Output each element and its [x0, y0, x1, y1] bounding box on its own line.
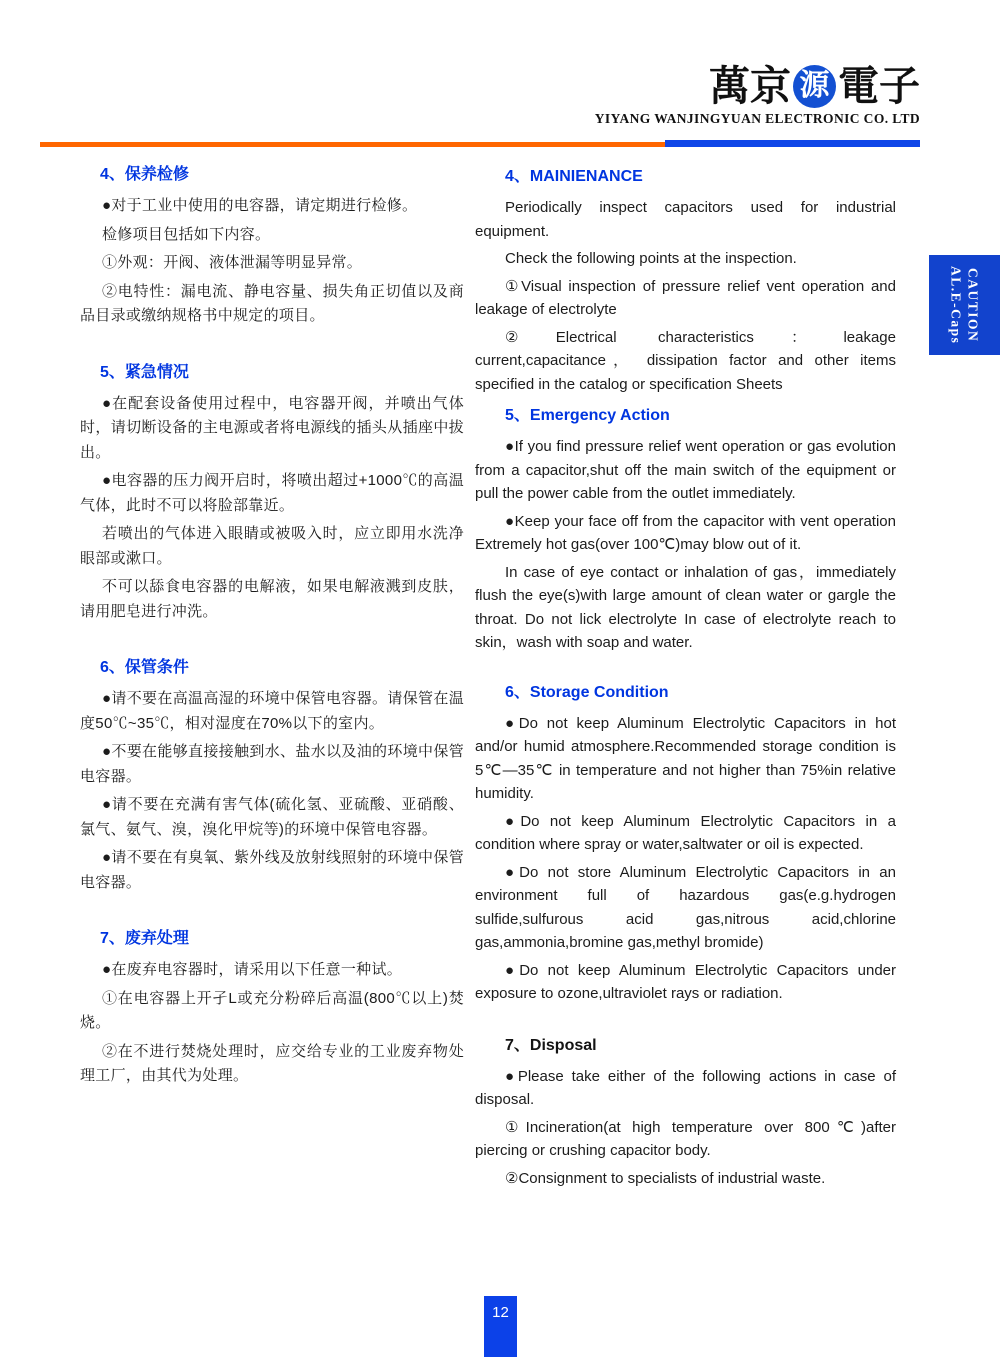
- paragraph: ●对于工业中使用的电容器，请定期进行检修。: [102, 197, 418, 214]
- section-heading: 6、保管条件: [100, 659, 189, 676]
- logo-text-left: 萬京: [709, 63, 791, 109]
- paragraph: ●Do not keep Aluminum Electrolytic Capacitors in hot and/or humid atmosphere.Recommended storage condition is 5℃—35℃ in temperature and not higher than 75%in relative humidity.: [475, 714, 896, 802]
- paragraph: ①外观：开阀、液体泄漏等明显异常。: [102, 254, 363, 271]
- paragraph: In case of eye contact or inhalation of gas，immediately flush the eye(s)with large amount of clean water or gargle the throat. Do not lick electrolyte In case of electrolyte reach to skin，wash with soap and water.: [475, 563, 896, 651]
- right-column-english: [475, 167, 896, 1194]
- section-heading: 6、Storage Condition: [505, 683, 669, 701]
- paragraph: ②Electrical characteristics：leakage current,capacitance， dissipation factor and other items specified in the catalog or specification Sheets: [475, 328, 896, 393]
- side-tab-text: [948, 266, 982, 344]
- paragraph: ●Do not keep Aluminum Electrolytic Capacitors under exposure to ozone,ultraviolet rays or radiation.: [475, 961, 896, 1002]
- left-column-chinese: [80, 165, 464, 1093]
- company-name: YIYANG WANJINGYUAN ELECTRONIC CO. LTD: [594, 111, 920, 126]
- paragraph: ●不要在能够直接接触到水、盐水以及油的环境中保管电容器。: [80, 743, 464, 785]
- paragraph: ●在配套设备使用过程中，电容器开阀，并喷出气体时，请切断设备的主电源或者将电源线的插头从插座中拔出。: [80, 394, 464, 461]
- paragraph: ①Visual inspection of pressure relief vent operation and leakage of electrolyte: [475, 277, 896, 318]
- section-heading: 5、Emergency Action: [505, 407, 670, 424]
- paragraph: ●在废弃电容器时，请采用以下任意一种试。: [102, 961, 403, 978]
- paragraph: ●请不要在充满有害气体(硫化氢、亚硫酸、亚硝酸、氯气、氨气、溴，溴化甲烷等)的环境中保管电容器。: [80, 796, 464, 838]
- section-maintenance-en: [475, 167, 896, 396]
- section-maintenance-zh: [80, 165, 464, 329]
- paragraph: ●Keep your face off from the capacitor with vent operation Extremely hot gas(over 100℃)may blow out of it.: [475, 512, 896, 553]
- paragraph: ●Please take either of the following actions in case of disposal.: [475, 1067, 896, 1108]
- section-emergency-zh: [80, 363, 464, 625]
- header-divider: [40, 139, 920, 147]
- divider-blue-segment: [665, 140, 920, 147]
- header: [595, 64, 920, 127]
- divider-orange-segment: [40, 142, 665, 147]
- paragraph: Check the following points at the inspection.: [505, 250, 797, 267]
- logo-circle-char: 源: [799, 69, 830, 102]
- paragraph: ②在不进行焚烧处理时，应交给专业的工业废弃物处理工厂，由其代为处理。: [80, 1042, 464, 1084]
- paragraph: 若喷出的气体进入眼睛或被吸入时，应立即用水洗净眼部或漱口。: [80, 525, 464, 567]
- page-number-box: [484, 1296, 517, 1357]
- section-emergency-en: [475, 406, 896, 655]
- paragraph: ●Do not store Aluminum Electrolytic Capacitors in an environment full of hazardous gas(e.g.hydrogen sulfide,sulfurous acid gas,nitrous acid,chlorine gas,ammonia,bromine gas,methyl bromide): [475, 863, 896, 951]
- paragraph: ●请不要在高温高湿的环境中保管电容器。请保管在温度50℃~35℃，相对湿度在70%以下的室内。: [80, 690, 464, 732]
- page-number: 12: [492, 1304, 509, 1321]
- caution-side-tab: [929, 255, 1000, 355]
- side-tab-line2: AL.E-Caps: [948, 265, 964, 345]
- paragraph: ●Do not keep Aluminum Electrolytic Capacitors in a condition where spray or water,saltwater or oil is expected.: [475, 812, 896, 853]
- logo-circle-icon: [793, 65, 836, 108]
- section-heading: 7、Disposal: [505, 1036, 597, 1054]
- section-heading: 4、保养检修: [100, 166, 189, 183]
- paragraph: ②电特性：漏电流、静电容量、损失角正切值以及商品目录或缴纳规格书中规定的项目。: [80, 282, 464, 324]
- side-tab-line1: CAUTION: [965, 267, 981, 343]
- section-disposal-en: [475, 1036, 896, 1191]
- section-heading: 5、紧急情况: [100, 363, 189, 381]
- paragraph: ②Consignment to specialists of industrial waste.: [505, 1169, 826, 1187]
- paragraph: ●请不要在有臭氧、紫外线及放射线照射的环境中保管电容器。: [80, 849, 464, 891]
- paragraph: ①Incineration(at high temperature over 800℃)after piercing or crushing capacitor body.: [475, 1118, 896, 1159]
- paragraph: ●If you find pressure relief went operation or gas evolution from a capacitor,shut off the main switch of the equipment or pull the power cable from the outlet immediately.: [475, 438, 896, 502]
- section-storage-en: [475, 683, 896, 1006]
- logo-text-right: 電子: [838, 63, 920, 109]
- company-logo: [595, 64, 920, 108]
- section-heading: 4、MAINIENANCE: [505, 168, 643, 185]
- paragraph: Periodically inspect capacitors used for industrial equipment.: [475, 199, 896, 240]
- paragraph: ①在电容器上开孑L或充分粉碎后高温(800℃以上)焚烧。: [80, 989, 464, 1031]
- section-disposal-zh: [80, 929, 464, 1089]
- section-storage-zh: [80, 658, 464, 895]
- section-heading: 7、废弃处理: [100, 930, 189, 947]
- paragraph: 不可以舔食电容器的电解液，如果电解液溅到皮肤，请用肥皂进行冲洗。: [80, 578, 464, 620]
- paragraph: 检修项目包括如下内容。: [102, 225, 271, 243]
- paragraph: ●电容器的压力阀开启时，将喷出超过+1000℃的高温气体，此时不可以将脸部靠近。: [80, 472, 464, 514]
